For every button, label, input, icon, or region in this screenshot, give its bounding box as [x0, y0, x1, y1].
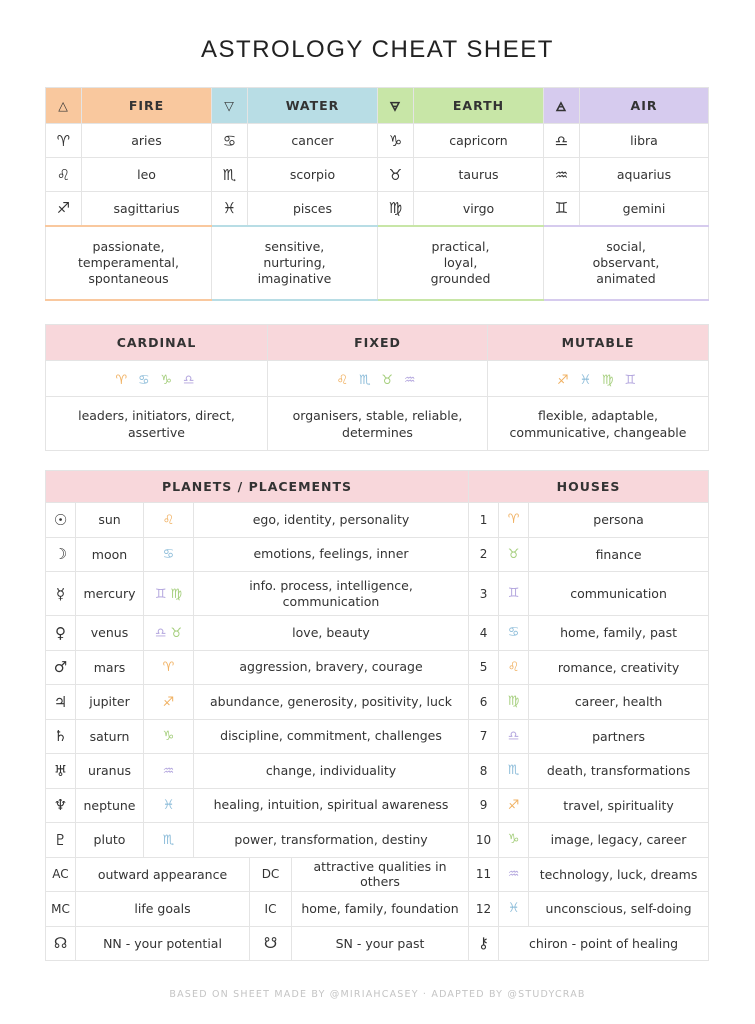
virgo-icon: ♍: [378, 192, 414, 226]
angle-desc: NN - your potential: [76, 926, 250, 961]
cancer-icon: ♋: [137, 372, 153, 388]
angle-label: IC: [250, 892, 292, 927]
air-header: AIR: [580, 88, 709, 124]
taurus-icon: ♉: [499, 537, 529, 572]
planets-header: PLANETS / PLACEMENTS: [46, 471, 469, 503]
planet-row-neptune: [46, 788, 709, 823]
planet-desc-text: change, individuality: [265, 762, 397, 778]
angle-label: MC: [46, 892, 76, 927]
house-desc: romance, creativity: [529, 650, 709, 685]
planet-desc: [194, 754, 469, 789]
angle-desc: outward appearance: [76, 857, 250, 892]
uranus-icon: ♅: [46, 754, 76, 789]
taurus-icon: ♉: [170, 625, 183, 641]
libra-icon: ♎: [544, 124, 580, 158]
earth-traits: [378, 226, 544, 300]
planet-desc-text: abundance, generosity, positivity, luck: [210, 693, 453, 709]
planet-row-mercury: [46, 572, 709, 616]
libra-icon: ♎: [499, 719, 529, 754]
capricorn-icon: ♑: [160, 372, 176, 388]
fixed-header: FIXED: [268, 325, 488, 361]
ruling-signs: [144, 823, 194, 858]
modality-symbols-row: [46, 361, 709, 397]
air-traits-text: social, observant, animated: [592, 238, 660, 286]
gemini-icon: ♊: [544, 192, 580, 226]
house-desc: chiron - point of healing: [499, 926, 709, 961]
planet-desc-text: power, transformation, destiny: [234, 831, 428, 847]
cardinal-desc-text: leaders, initiators, direct, assertive: [78, 407, 235, 440]
angle-row: [46, 926, 709, 961]
house-number: 5: [469, 650, 499, 685]
mutable-header: MUTABLE: [488, 325, 709, 361]
elements-table: [45, 87, 709, 301]
house-desc: image, legacy, career: [529, 823, 709, 858]
house-desc: finance: [529, 537, 709, 572]
water-triangle-icon: ▽: [212, 88, 248, 124]
planet-desc-text: love, beauty: [292, 624, 370, 640]
house-desc: persona: [529, 503, 709, 538]
sun-icon: ☉: [46, 503, 76, 538]
houses-header: HOUSES: [469, 471, 709, 503]
planet-desc: [194, 788, 469, 823]
mutable-symbols: [488, 361, 709, 397]
taurus-icon: ♉: [378, 158, 414, 192]
house-desc: unconscious, self-doing: [529, 892, 709, 927]
house-number: 8: [469, 754, 499, 789]
footer-credit: BASED ON SHEET MADE BY @MIRIAHCASEY · ADAPTED BY @STUDYCRAB: [169, 989, 586, 1000]
sign-name: aquarius: [580, 158, 709, 192]
angle-desc: home, family, foundation: [292, 892, 469, 927]
house-desc: home, family, past: [529, 616, 709, 651]
capricorn-icon: ♑: [162, 729, 175, 745]
scorpio-icon: ♏: [212, 158, 248, 192]
cardinal-header: CARDINAL: [46, 325, 268, 361]
moon-icon: ☽: [46, 537, 76, 572]
planets-houses-table: [45, 470, 709, 961]
ruling-signs: [144, 537, 194, 572]
traits-row: [46, 226, 709, 300]
fixed-symbols: [268, 361, 488, 397]
house-desc: communication: [529, 572, 709, 616]
air-triangle-icon: 🜁: [544, 88, 580, 124]
aries-icon: ♈: [115, 372, 131, 388]
ruling-signs: [144, 650, 194, 685]
elements-header-row: [46, 88, 709, 124]
house-desc: technology, luck, dreams: [529, 857, 709, 892]
planet-name: jupiter: [76, 685, 144, 720]
planet-name: sun: [76, 503, 144, 538]
sign-name: taurus: [414, 158, 544, 192]
gemini-icon: ♊: [154, 586, 167, 602]
angle-desc: life goals: [76, 892, 250, 927]
cancer-icon: ♋: [499, 616, 529, 651]
planet-row-venus: [46, 616, 709, 651]
sign-name: virgo: [414, 192, 544, 226]
aquarius-icon: ♒: [544, 158, 580, 192]
libra-icon: ♎: [154, 625, 167, 641]
capricorn-icon: ♑: [499, 823, 529, 858]
house-number: 1: [469, 503, 499, 538]
modalities-header-row: [46, 325, 709, 361]
earth-traits-text: practical, loyal, grounded: [430, 238, 491, 286]
ruling-signs: [144, 616, 194, 651]
scorpio-icon: ♏: [162, 832, 175, 848]
chiron-icon: ⚷: [469, 926, 499, 961]
water-traits: [212, 226, 378, 300]
sagittarius-icon: ♐: [46, 192, 82, 226]
ruling-signs: [144, 788, 194, 823]
sign-name: cancer: [248, 124, 378, 158]
planets-header-row: [46, 471, 709, 503]
house-number: 9: [469, 788, 499, 823]
planet-name: venus: [76, 616, 144, 651]
angle-label: AC: [46, 857, 76, 892]
leo-icon: ♌: [336, 372, 352, 388]
water-header: WATER: [248, 88, 378, 124]
ruling-signs: [144, 754, 194, 789]
house-desc: career, health: [529, 685, 709, 720]
jupiter-icon: ♃: [46, 685, 76, 720]
sagittarius-icon: ♐: [557, 372, 572, 388]
planet-desc: [194, 537, 469, 572]
pisces-icon: ♓: [162, 798, 175, 814]
earth-header: EARTH: [414, 88, 544, 124]
ruling-signs: [144, 572, 194, 616]
sign-row: [46, 158, 709, 192]
sign-name: gemini: [580, 192, 709, 226]
virgo-icon: ♍: [170, 586, 183, 602]
aries-icon: ♈: [499, 503, 529, 538]
planet-row-saturn: [46, 719, 709, 754]
house-desc: partners: [529, 719, 709, 754]
planet-desc: [194, 616, 469, 651]
angle-desc: SN - your past: [292, 926, 469, 961]
sagittarius-icon: ♐: [499, 788, 529, 823]
aquarius-icon: ♒: [162, 763, 175, 779]
planet-name: mercury: [76, 572, 144, 616]
scorpio-icon: ♏: [358, 372, 374, 388]
angle-label: DC: [250, 857, 292, 892]
leo-icon: ♌: [46, 158, 82, 192]
planet-name: uranus: [76, 754, 144, 789]
cancer-icon: ♋: [162, 547, 175, 563]
leo-icon: ♌: [162, 512, 175, 528]
cardinal-desc: [46, 397, 268, 451]
house-number: 11: [469, 857, 499, 892]
virgo-icon: ♍: [499, 685, 529, 720]
sign-name: pisces: [248, 192, 378, 226]
modality-desc-row: [46, 397, 709, 451]
planet-name: pluto: [76, 823, 144, 858]
virgo-icon: ♍: [601, 372, 617, 388]
sign-name: sagittarius: [82, 192, 212, 226]
planet-desc: [194, 503, 469, 538]
sign-row: [46, 124, 709, 158]
house-number: 4: [469, 616, 499, 651]
house-desc: travel, spirituality: [529, 788, 709, 823]
sign-name: scorpio: [248, 158, 378, 192]
planet-row-jupiter: [46, 685, 709, 720]
fire-header: FIRE: [82, 88, 212, 124]
angle-row: [46, 892, 709, 927]
house-desc: death, transformations: [529, 754, 709, 789]
planet-name: neptune: [76, 788, 144, 823]
sign-name: capricorn: [414, 124, 544, 158]
house-number: 3: [469, 572, 499, 616]
saturn-icon: ♄: [46, 719, 76, 754]
air-traits: [544, 226, 709, 300]
angle-row: [46, 857, 709, 892]
mutable-desc: [488, 397, 709, 451]
angle-rows: [46, 857, 709, 961]
house-number: 12: [469, 892, 499, 927]
sign-name: aries: [82, 124, 212, 158]
page-title: ASTROLOGY CHEAT SHEET: [201, 36, 554, 63]
water-traits-text: sensitive, nurturing, imaginative: [257, 238, 332, 286]
house-number: 7: [469, 719, 499, 754]
ruling-signs: [144, 719, 194, 754]
planet-desc-text: healing, intuition, spiritual awareness: [213, 797, 449, 813]
libra-icon: ♎: [182, 372, 198, 388]
north-node-icon: ☊: [46, 926, 76, 961]
sign-row: [46, 192, 709, 226]
fixed-desc: [268, 397, 488, 451]
leo-icon: ♌: [499, 650, 529, 685]
planet-row-mars: [46, 650, 709, 685]
capricorn-icon: ♑: [378, 124, 414, 158]
gemini-icon: ♊: [624, 372, 639, 388]
planet-desc-text: aggression, bravery, courage: [239, 659, 423, 675]
planet-name: mars: [76, 650, 144, 685]
aries-icon: ♈: [162, 660, 175, 676]
cancer-icon: ♋: [212, 124, 248, 158]
aquarius-icon: ♒: [499, 857, 529, 892]
house-number: 2: [469, 537, 499, 572]
aries-icon: ♈: [46, 124, 82, 158]
ruling-signs: [144, 503, 194, 538]
taurus-icon: ♉: [381, 372, 397, 388]
planet-rows: [46, 503, 709, 858]
sign-name: libra: [580, 124, 709, 158]
pisces-icon: ♓: [579, 372, 595, 388]
house-number: 10: [469, 823, 499, 858]
fixed-desc-text: organisers, stable, reliable, determines: [292, 407, 463, 440]
planet-row-uranus: [46, 754, 709, 789]
angle-desc: attractive qualities in others: [292, 857, 469, 892]
house-number: 6: [469, 685, 499, 720]
fire-traits-text: passionate, temperamental, spontaneous: [78, 238, 179, 286]
mercury-icon: ☿: [46, 572, 76, 616]
planet-name: saturn: [76, 719, 144, 754]
modalities-table: [45, 324, 709, 451]
mutable-desc-text: flexible, adaptable, communicative, changeable: [509, 407, 687, 440]
south-node-icon: ☋: [250, 926, 292, 961]
aquarius-icon: ♒: [403, 372, 419, 388]
gemini-icon: ♊: [499, 572, 529, 616]
planet-row-moon: [46, 537, 709, 572]
planet-desc-text: ego, identity, personality: [252, 511, 410, 527]
planet-desc: [194, 650, 469, 685]
planet-desc-text: info. process, intelligence, communication: [249, 577, 413, 609]
ruling-signs: [144, 685, 194, 720]
planet-name: moon: [76, 537, 144, 572]
neptune-icon: ♆: [46, 788, 76, 823]
pisces-icon: ♓: [212, 192, 248, 226]
planet-desc: [194, 572, 469, 616]
planet-desc-text: emotions, feelings, inner: [253, 546, 409, 562]
fire-triangle-icon: △: [46, 88, 82, 124]
planet-desc: [194, 685, 469, 720]
planet-desc-text: discipline, commitment, challenges: [220, 728, 442, 744]
venus-icon: ♀: [46, 616, 76, 651]
planet-row-sun: [46, 503, 709, 538]
fire-traits: [46, 226, 212, 300]
planet-row-pluto: [46, 823, 709, 858]
cardinal-symbols: [46, 361, 268, 397]
earth-triangle-icon: 🜃: [378, 88, 414, 124]
planet-desc: [194, 823, 469, 858]
scorpio-icon: ♏: [499, 754, 529, 789]
planet-desc: [194, 719, 469, 754]
pluto-icon: ♇: [46, 823, 76, 858]
pisces-icon: ♓: [499, 892, 529, 927]
sign-name: leo: [82, 158, 212, 192]
sagittarius-icon: ♐: [162, 694, 175, 710]
mars-icon: ♂: [46, 650, 76, 685]
